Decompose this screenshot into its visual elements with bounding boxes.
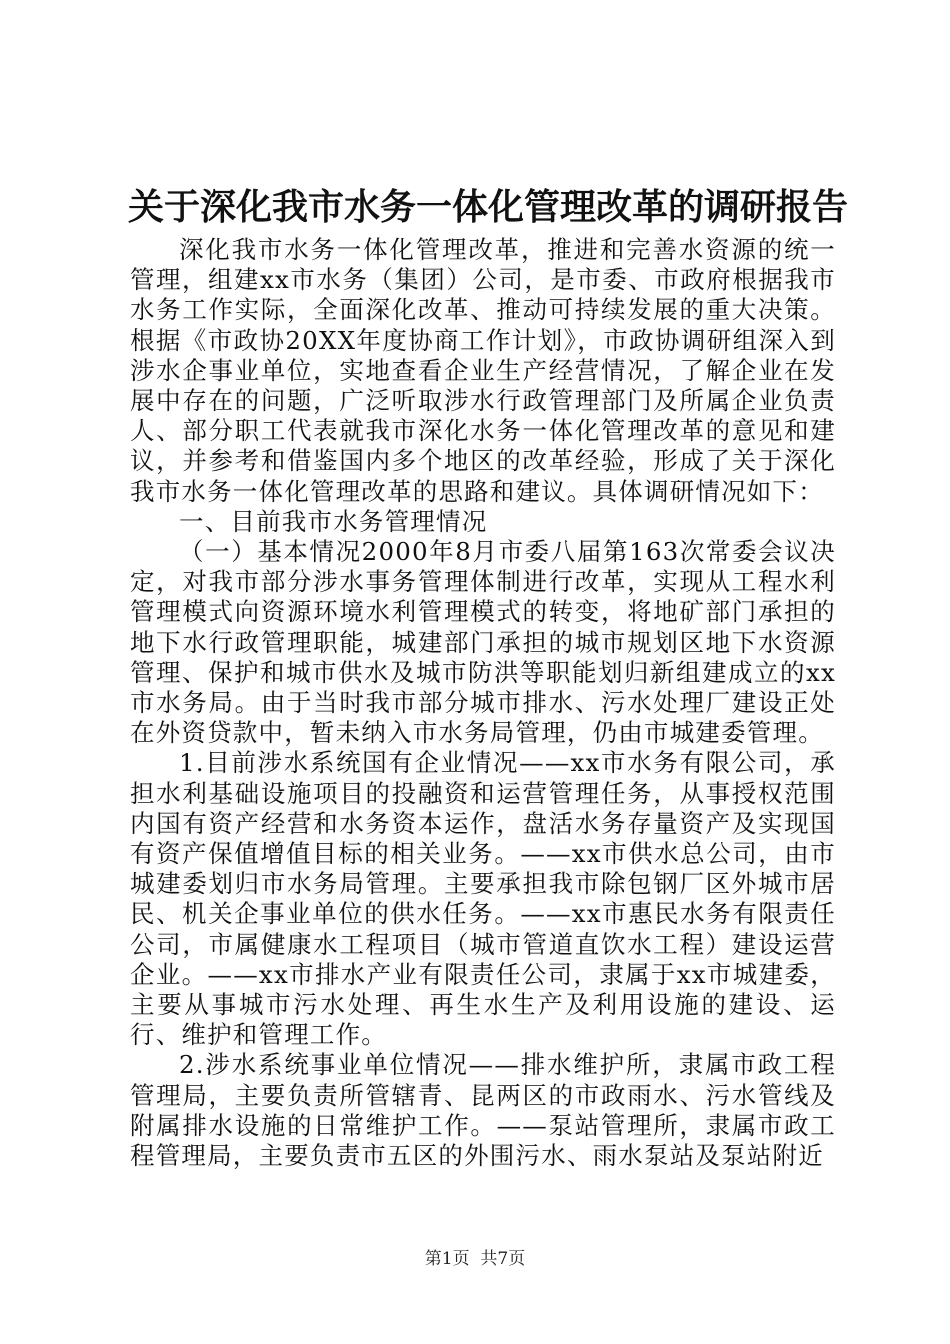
section-heading-current-situation: 一、目前我市水务管理情况 <box>179 506 488 536</box>
page-number-footer: 第1页 共7页 <box>424 1249 526 1269</box>
document-body <box>130 235 836 1171</box>
paragraph-state-owned-enterprises: 1.目前涉水系统国有企业情况——xx市水务有限公司，承担水利基础设施项目的投融资和运营管理任务，从事授权范围内国有资产经营和水务资本运作，盘活水务存量资产及实现国有资产保值增值目标的相关业务。——xx市供水总公司，由市城建委划归市水务局管理。主要承担我市除包钢厂区外城市居民、机关企事业单位的供水任务。——xx市惠民水务有限责任公司，市属健康水工程项目（城市管道直饮水工程）建设运营企业。——xx市排水产业有限责任公司，隶属于xx市城建委，主要从事城市污水处理、再生水生产及利用设施的建设、运行、维护和管理工作。 <box>130 748 836 1050</box>
paragraph-public-institutions: 2.涉水系统事业单位情况——排水维护所，隶属市政工程管理局，主要负责所管辖青、昆两区的市政雨水、污水管线及附属排水设施的日常维护工作。——泵站管理所，隶属市政工程管理局，主要负责市五区的外围污水、雨水泵站及泵站附近 <box>130 1050 836 1171</box>
document-title: 关于深化我市水务一体化管理改革的调研报告 <box>128 186 849 228</box>
paragraph-basic-situation: （一）基本情况2000年8月市委八届第163次常委会议决定，对我市部分涉水事务管理体制进行改革，实现从工程水利管理模式向资源环境水利管理模式的转变，将地矿部门承担的地下水行政管理职能，城建部门承担的城市规划区地下水资源管理、保护和城市供水及城市防洪等职能划归新组建成立的xx市水务局。由于当时我市部分城市排水、污水处理厂建设正处在外资贷款中，暂未纳入市水务局管理，仍由市城建委管理。 <box>130 537 836 748</box>
paragraph-intro: 深化我市水务一体化管理改革，推进和完善水资源的统一管理，组建xx市水务（集团）公司，是市委、市政府根据我市水务工作实际，全面深化改革、推动可持续发展的重大决策。根据《市政协20XX年度协商工作计划》，市政协调研组深入到涉水企事业单位，实地查看企业生产经营情况，了解企业在发展中存在的问题，广泛听取涉水行政管理部门及所属企业负责人、部分职工代表就我市深化水务一体化管理改革的意见和建议，并参考和借鉴国内多个地区的改革经验，形成了关于深化我市水务一体化管理改革的思路和建议。具体调研情况如下： <box>130 235 836 506</box>
